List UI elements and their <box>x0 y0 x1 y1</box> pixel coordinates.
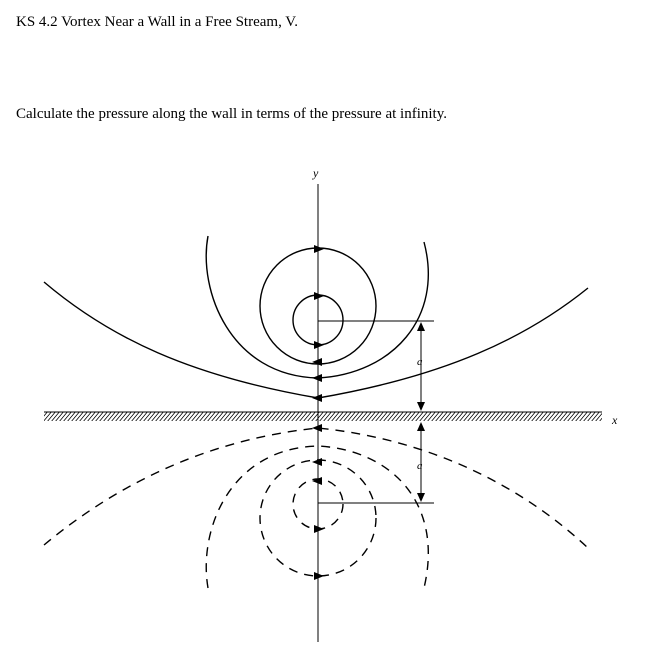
image-arrow-5 <box>314 572 324 580</box>
large-closed-streamline <box>206 236 428 378</box>
problem-title: KS 4.2 Vortex Near a Wall in a Free Stream, V. <box>16 14 298 30</box>
dim-upper-arrow-bottom <box>417 402 425 411</box>
image-arrow-3 <box>312 477 322 485</box>
outer-dividing-streamline <box>44 282 588 398</box>
image-streamlines <box>44 428 588 588</box>
arrow-vortex <box>314 341 324 349</box>
x-axis-label: x <box>612 413 618 427</box>
distance-label-lower: a <box>417 460 423 472</box>
dim-lower-arrow-bottom <box>417 493 425 502</box>
image-arrow-2 <box>312 458 322 466</box>
problem-prompt: Calculate the pressure along the wall in terms of the pressure at infinity. <box>16 106 447 122</box>
dim-lower-arrow-top <box>417 422 425 431</box>
dim-upper-arrow-top <box>417 322 425 331</box>
arrow-left-1 <box>312 358 322 366</box>
y-axis-label: y <box>313 166 319 180</box>
image-arrow-1 <box>312 424 322 432</box>
arrow-top <box>314 245 324 253</box>
image-arrow-4 <box>314 525 324 533</box>
arrow-left-2 <box>312 374 322 382</box>
arrow-left-3 <box>312 394 322 402</box>
wall-hatching <box>44 412 602 421</box>
upper-streamlines <box>44 236 588 398</box>
arrow-mid <box>314 292 324 300</box>
distance-label-upper: a <box>417 356 423 368</box>
image-large-streamline <box>206 446 428 588</box>
